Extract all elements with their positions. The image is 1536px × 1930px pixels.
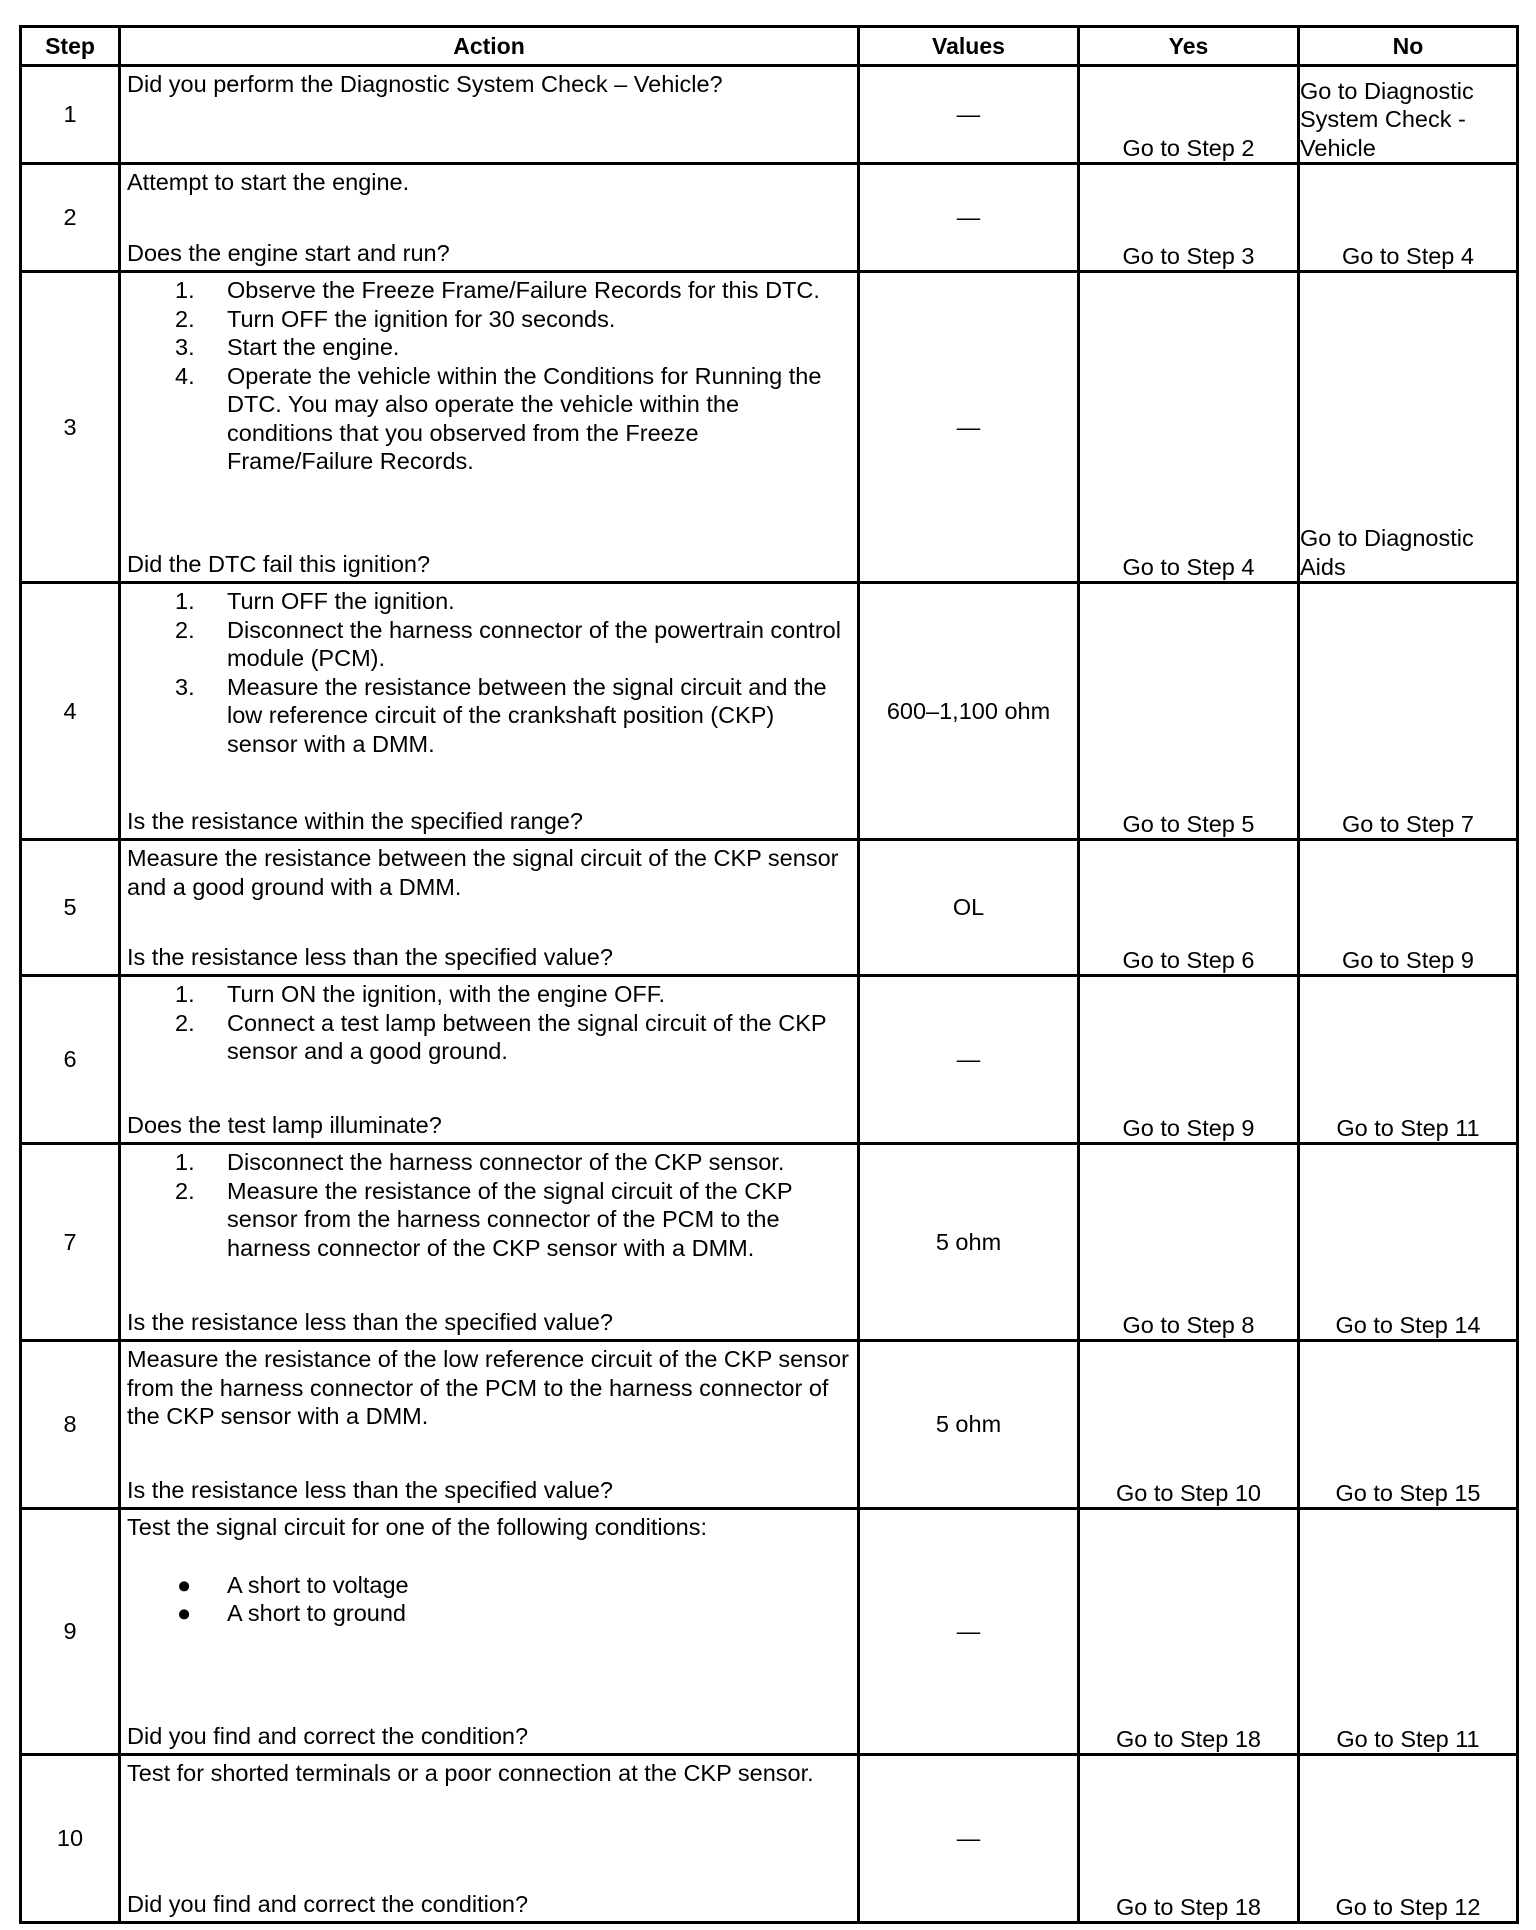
list-item-text: Observe the Freeze Frame/Failure Records for this DTC. <box>227 277 820 303</box>
action-instruction: Test the signal circuit for one of the following conditions: <box>127 1514 707 1540</box>
list-item <box>127 673 851 759</box>
no-cell: Go to Step 12 <box>1299 1755 1518 1923</box>
step-number: 10 <box>21 1755 120 1923</box>
list-item-number: 1. <box>175 1149 195 1175</box>
step-number: 7 <box>21 1144 120 1341</box>
header-values: Values <box>859 27 1079 66</box>
list-item <box>127 587 851 616</box>
no-cell: Go to Step 11 <box>1299 976 1518 1144</box>
step-number: 1 <box>21 66 120 164</box>
list-item-number: 2. <box>175 1009 195 1036</box>
action-cell <box>120 164 859 272</box>
list-item-text: Turn OFF the ignition for 30 seconds. <box>227 305 616 332</box>
list-item-text: Disconnect the harness connector of the CKP sensor. <box>227 1149 785 1175</box>
no-cell: Go to Step 15 <box>1299 1341 1518 1509</box>
table-row <box>21 840 1518 976</box>
step-number: 3 <box>21 272 120 583</box>
list-item <box>127 616 851 673</box>
list-item-text: Turn ON the ignition, with the engine OFF. <box>227 981 666 1007</box>
list-item-number: 2. <box>175 616 195 643</box>
no-cell: Go to Step 7 <box>1299 583 1518 840</box>
action-steps-list <box>121 1145 857 1262</box>
step-number: 8 <box>21 1341 120 1509</box>
action-steps-list <box>121 584 857 758</box>
action-cell <box>120 1341 859 1509</box>
value-cell: — <box>859 272 1079 583</box>
action-question: Did you find and correct the condition? <box>127 1722 529 1749</box>
table-header-row <box>21 27 1518 66</box>
list-item-number: 3. <box>175 673 195 700</box>
table-row <box>21 1341 1518 1509</box>
yes-cell: Go to Step 9 <box>1079 976 1299 1144</box>
table-row <box>21 164 1518 272</box>
bullet-icon: ● <box>177 1600 192 1626</box>
yes-cell: Go to Step 2 <box>1079 66 1299 164</box>
action-steps-list <box>121 273 857 476</box>
value-cell: — <box>859 976 1079 1144</box>
no-cell: Go to Diagnostic System Check - Vehicle <box>1299 66 1518 164</box>
action-question: Is the resistance less than the specified value? <box>127 943 613 970</box>
action-question: Is the resistance less than the specified value? <box>127 1476 613 1503</box>
header-step: Step <box>21 27 120 66</box>
action-cell <box>120 1509 859 1755</box>
bullet-icon: ● <box>177 1571 192 1598</box>
list-item-text: Operate the vehicle within the Conditions for Running the DTC. You may also operate the vehicle within the conditions that you observed from the Freeze Frame/Failure Records. <box>227 362 822 474</box>
action-instruction: Test for shorted terminals or a poor connection at the CKP sensor. <box>127 1760 814 1786</box>
header-no: No <box>1299 27 1518 66</box>
condition-bullet-list <box>121 1571 857 1628</box>
action-question: Is the resistance less than the specified value? <box>127 1308 613 1335</box>
action-instruction: Measure the resistance of the low reference circuit of the CKP sensor from the harness connector of the PCM to the harness connector of the CKP sensor with a DMM. <box>127 1346 849 1429</box>
no-cell: Go to Step 9 <box>1299 840 1518 976</box>
value-cell: 5 ohm <box>859 1144 1079 1341</box>
yes-cell: Go to Step 3 <box>1079 164 1299 272</box>
table-row <box>21 272 1518 583</box>
step-number: 5 <box>21 840 120 976</box>
list-item-text: Connect a test lamp between the signal circuit of the CKP sensor and a good ground. <box>227 1009 827 1064</box>
list-item-number: 1. <box>175 588 195 614</box>
action-cell <box>120 272 859 583</box>
action-instruction: Did you perform the Diagnostic System Check – Vehicle? <box>127 71 723 97</box>
action-cell <box>120 1755 859 1923</box>
action-cell <box>120 1144 859 1341</box>
list-item <box>127 1177 851 1263</box>
no-cell: Go to Step 4 <box>1299 164 1518 272</box>
value-cell: OL <box>859 840 1079 976</box>
list-item-text: Measure the resistance of the signal circuit of the CKP sensor from the harness connector of the PCM to the harness connector of the CKP sensor with a DMM. <box>227 1177 793 1261</box>
list-item-number: 2. <box>175 305 195 332</box>
value-cell: — <box>859 1509 1079 1755</box>
step-number: 6 <box>21 976 120 1144</box>
step-number: 9 <box>21 1509 120 1755</box>
list-item <box>127 305 851 334</box>
action-question: Does the test lamp illuminate? <box>127 1111 442 1138</box>
table-row <box>21 66 1518 164</box>
table-row <box>21 1144 1518 1341</box>
yes-cell: Go to Step 18 <box>1079 1755 1299 1923</box>
yes-cell: Go to Step 5 <box>1079 583 1299 840</box>
list-item-text: A short to ground <box>227 1600 406 1626</box>
list-item-text: Start the engine. <box>227 334 400 360</box>
action-question: Did you find and correct the condition? <box>127 1890 529 1917</box>
yes-cell: Go to Step 10 <box>1079 1341 1299 1509</box>
header-yes: Yes <box>1079 27 1299 66</box>
list-item-number: 1. <box>175 277 195 303</box>
list-item <box>127 1009 851 1066</box>
action-steps-list <box>121 977 857 1066</box>
list-item-number: 4. <box>175 362 195 389</box>
action-question: Did the DTC fail this ignition? <box>127 550 431 577</box>
action-instruction: Measure the resistance between the signal circuit of the CKP sensor and a good ground with a DMM. <box>127 845 839 900</box>
yes-cell: Go to Step 6 <box>1079 840 1299 976</box>
list-item <box>127 362 851 476</box>
yes-cell: Go to Step 18 <box>1079 1509 1299 1755</box>
value-cell: — <box>859 164 1079 272</box>
value-cell: — <box>859 66 1079 164</box>
list-item-text: Turn OFF the ignition. <box>227 588 455 614</box>
action-instruction: Attempt to start the engine. <box>127 169 410 195</box>
table-row <box>21 976 1518 1144</box>
yes-cell: Go to Step 8 <box>1079 1144 1299 1341</box>
step-number: 2 <box>21 164 120 272</box>
action-cell <box>120 583 859 840</box>
step-number: 4 <box>21 583 120 840</box>
list-item <box>127 333 851 362</box>
no-cell: Go to Diagnostic Aids <box>1299 272 1518 583</box>
action-question: Does the engine start and run? <box>127 239 450 266</box>
list-item-number: 1. <box>175 981 195 1007</box>
list-item-number: 2. <box>175 1177 195 1204</box>
value-cell: 5 ohm <box>859 1341 1079 1509</box>
list-item <box>127 1148 851 1177</box>
value-cell: 600–1,100 ohm <box>859 583 1079 840</box>
list-item <box>127 1599 851 1628</box>
list-item-text: A short to voltage <box>227 1571 409 1598</box>
list-item-text: Disconnect the harness connector of the powertrain control module (PCM). <box>227 616 841 671</box>
table-row <box>21 1755 1518 1923</box>
action-cell <box>120 66 859 164</box>
list-item <box>127 276 851 305</box>
yes-cell: Go to Step 4 <box>1079 272 1299 583</box>
header-action: Action <box>120 27 859 66</box>
value-cell: — <box>859 1755 1079 1923</box>
action-cell <box>120 976 859 1144</box>
action-question: Is the resistance within the specified range? <box>127 807 583 834</box>
list-item-number: 3. <box>175 334 195 360</box>
diagnostic-table <box>19 25 1519 1924</box>
list-item-text: Measure the resistance between the signal circuit and the low reference circuit of the crankshaft position (CKP) sensor with a DMM. <box>227 673 827 757</box>
list-item <box>127 1571 851 1600</box>
table-row <box>21 583 1518 840</box>
no-cell: Go to Step 11 <box>1299 1509 1518 1755</box>
table-row <box>21 1509 1518 1755</box>
no-cell: Go to Step 14 <box>1299 1144 1518 1341</box>
action-cell <box>120 840 859 976</box>
list-item <box>127 980 851 1009</box>
